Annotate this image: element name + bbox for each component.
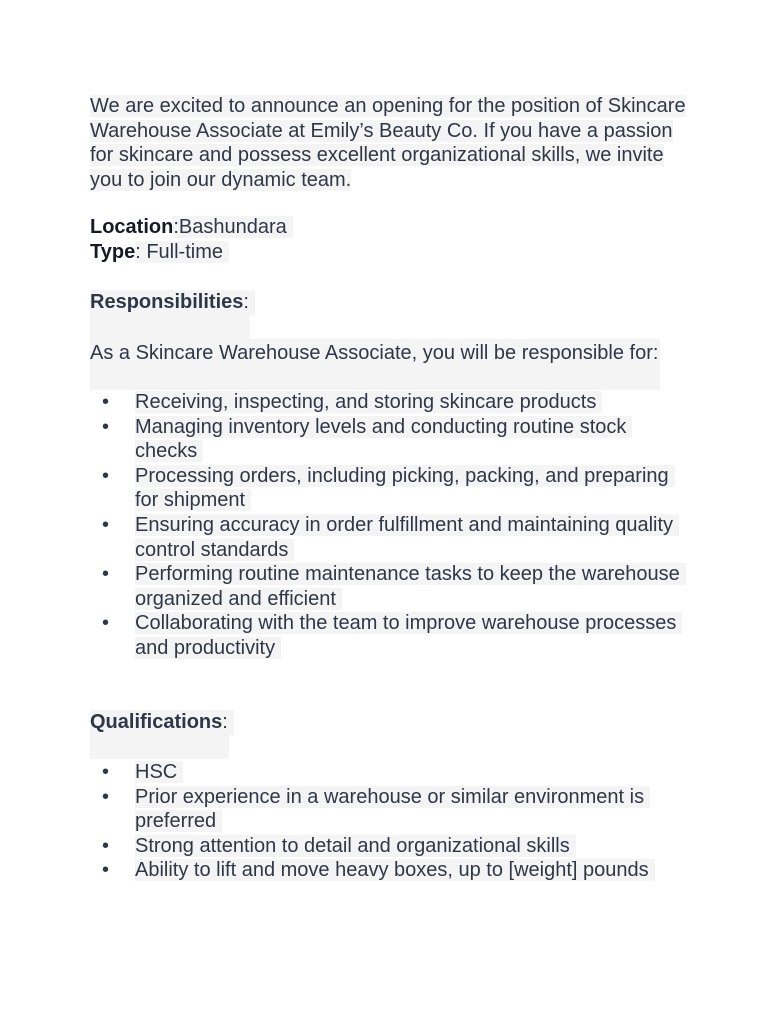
- bullet-icon: •: [102, 834, 110, 857]
- responsibilities-list: [90, 390, 690, 661]
- type-separator: :: [135, 241, 147, 263]
- location-label: Location: [90, 216, 174, 238]
- bullet-icon: •: [102, 391, 110, 413]
- intro-paragraph: [90, 94, 690, 192]
- bullet-icon: •: [102, 612, 110, 635]
- responsibilities-lead-text: As a Skincare Warehouse Associate, you will be responsible for:: [90, 342, 659, 364]
- responsibilities-heading-colon: :: [243, 291, 249, 313]
- bullet-icon: •: [102, 859, 110, 882]
- qualifications-heading: [90, 710, 234, 735]
- type-line: [90, 240, 229, 265]
- location-separator: :: [173, 216, 179, 238]
- bullet-icon: •: [102, 761, 110, 783]
- type-label: Type: [90, 241, 136, 263]
- bullet-icon: •: [102, 464, 110, 487]
- type-value: Full-time: [146, 241, 223, 263]
- list-item: • Managing inventory levels and conducting routine stock checks: [90, 415, 690, 464]
- list-item: • Receiving, inspecting, and storing skincare products: [90, 390, 690, 415]
- list-item: • Performing routine maintenance tasks to keep the warehouse organized and efficient: [90, 562, 690, 611]
- qualifications-heading-label: Qualifications: [90, 711, 223, 733]
- qualifications-heading-colon: :: [222, 711, 228, 733]
- list-item: • Ensuring accuracy in order fulfillment and maintaining quality control standards: [90, 513, 690, 562]
- list-item: • Ability to lift and move heavy boxes, up to [weight] pounds: [90, 858, 690, 883]
- bullet-icon: •: [102, 785, 110, 808]
- location-value: Bashundara: [178, 216, 287, 238]
- list-item: • HSC: [90, 760, 690, 785]
- intro-text: We are excited to announce an opening for the position of Skincare Warehouse Associate at Emily’s Beauty Co. If you have a passion for skincare and possess excellent organizational skills, we invite you to join our dynamic team.: [90, 95, 686, 191]
- bullet-icon: •: [102, 563, 110, 586]
- list-item: • Processing orders, including picking, packing, and preparing for shipment: [90, 464, 690, 513]
- list-item: • Prior experience in a warehouse or similar environment is preferred: [90, 785, 690, 834]
- list-item: • Collaborating with the team to improve warehouse processes and productivity: [90, 611, 690, 660]
- list-item: • Strong attention to detail and organizational skills: [90, 834, 690, 859]
- qualifications-list: [90, 760, 690, 883]
- responsibilities-heading: [90, 290, 255, 315]
- location-line: [90, 215, 293, 240]
- responsibilities-heading-label: Responsibilities: [90, 291, 244, 313]
- bullet-icon: •: [102, 415, 110, 438]
- bullet-icon: •: [102, 513, 110, 536]
- responsibilities-lead: [90, 339, 660, 390]
